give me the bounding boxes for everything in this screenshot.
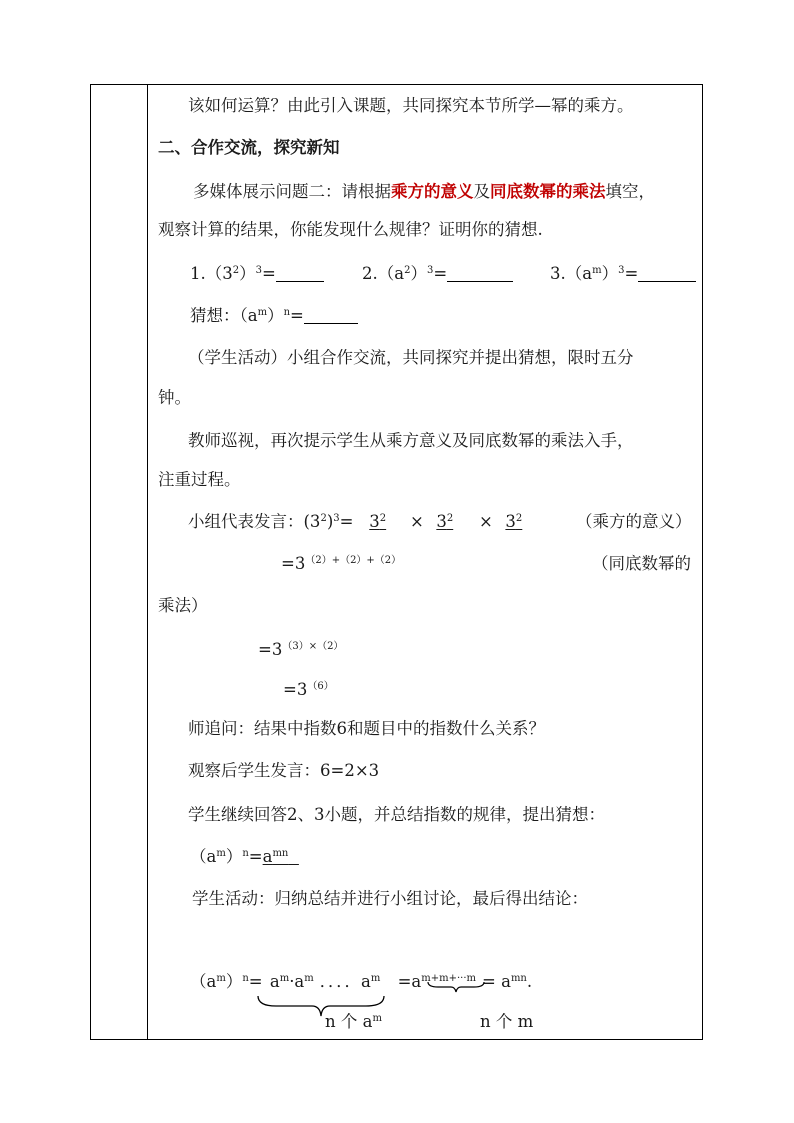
problem-1: $1.(3^2)^3=$ [190, 264, 324, 284]
problem-intro-line: 多媒体展示问题二：请根据乘方的意义及同底数幂的乘法填空， [193, 182, 655, 201]
note-power-meaning: （乘方的意义） [576, 512, 692, 531]
factor-3: $3^2$ [505, 512, 523, 531]
student-activity-conclusion: 学生活动：归纳总结并进行小组讨论，最后得出结论： [192, 889, 588, 908]
answer-blank[interactable] [638, 265, 696, 282]
teacher-question: 师追问：结果中指数6和题目中的指数什么关系？ [188, 719, 545, 738]
guess-line: 猜想：$(a^m)^n=$ [190, 306, 358, 326]
intro-line: 该如何运算？由此引入课题，共同探究本节所学—幂的乘方。 [188, 96, 634, 115]
student-activity-line-2: 钟。 [158, 388, 191, 407]
factor-2: $3^2$ [436, 512, 454, 531]
table-content-cell [148, 84, 703, 1040]
conjecture-answer: $a^{mn}$ [262, 847, 289, 866]
problem-intro-line-2: 观察计算的结果，你能发现什么规律？证明你的猜想. [158, 220, 543, 239]
brace-label-n-factors: n 个 $a^m$ [325, 1012, 382, 1031]
factor-1: $3^2$ [369, 512, 387, 531]
conjecture-line: $(a^m)^n=a^{mn}$ [190, 847, 299, 867]
step-2: $=3^{(2)+(2)+(2)}$ [281, 554, 402, 573]
step-3: $=3^{(3)\times(2)}$ [258, 640, 344, 659]
answer-blank[interactable] [447, 265, 513, 282]
note-same-base: （同底数幂的 [592, 554, 691, 573]
section-heading: 二、合作交流，探究新知 [158, 138, 340, 157]
note-same-base-2: 乘法） [158, 596, 208, 615]
problem-3: $3.(a^m)^3=$ [550, 264, 696, 284]
teacher-line: 教师巡视，再次提示学生从乘方意义及同底数幂的乘法入手， [188, 431, 634, 450]
final-formula: $(a^m)^n= a^m\cdot a^m$ ．．．．$a^m =a^{m+m+\cdot\cdot\cdot m} = a^{mn}$. [190, 972, 533, 991]
highlight-power-meaning: 乘方的意义 [391, 182, 474, 201]
highlight-same-base-mult: 同底数幂的乘法 [490, 182, 606, 201]
answer-blank[interactable] [304, 307, 358, 324]
brace-n-exponents [426, 980, 486, 994]
teacher-line-2: 注重过程。 [158, 470, 241, 489]
brace-label-n-exponents: n 个 m [480, 1012, 534, 1031]
problem-2: $2.(a^2)^3=$ [362, 264, 513, 284]
student-activity-line: （学生活动）小组合作交流，共同探究并提出猜想，限时五分 [188, 348, 634, 367]
student-continue: 学生继续回答2、3小题，并总结指数的规律，提出猜想： [188, 805, 605, 824]
answer-blank[interactable] [276, 265, 324, 282]
representative-statement: 小组代表发言：$(3^2)^3= 3^2 \times 3^2 \times 3^2$ [188, 512, 535, 532]
step-4: $=3^{(6)}$ [283, 680, 334, 699]
student-answer: 观察后学生发言：6=2×3 [188, 761, 380, 780]
